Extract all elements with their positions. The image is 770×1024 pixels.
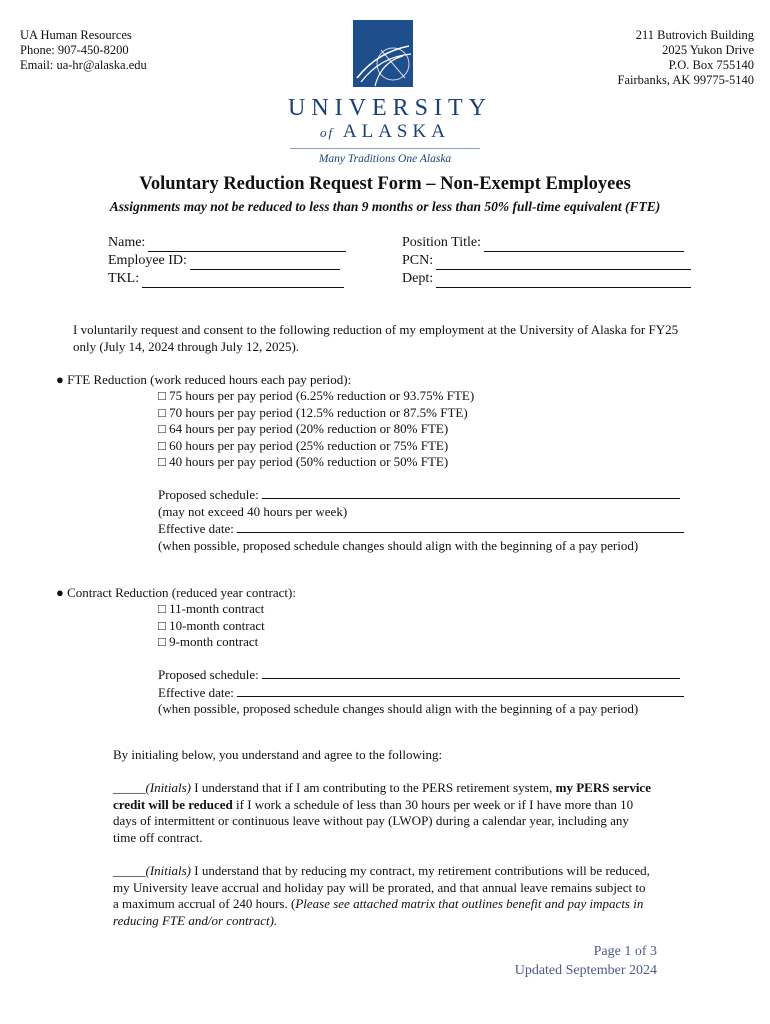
- employee-id-input-line[interactable]: [190, 256, 340, 270]
- contract-effective-date-line[interactable]: [237, 684, 684, 697]
- position-title-label: Position Title:: [402, 235, 481, 250]
- address-line: P.O. Box 755140: [668, 58, 754, 72]
- agreement-intro: By initialing below, you understand and agree to the following:: [113, 747, 443, 762]
- contract-align-note: (when possible, proposed schedule changes should align with the beginning of a pay period): [158, 701, 639, 716]
- fte-effective-date-field[interactable]: [158, 520, 684, 538]
- fte-effective-date-label: Effective date:: [158, 521, 234, 536]
- contract-proposed-schedule-field[interactable]: [158, 666, 684, 684]
- fte-option-70-hours[interactable]: □ 70 hours per pay period (12.5% reduction or 87.5% FTE): [158, 404, 468, 420]
- contract-reduction-heading: ● Contract Reduction (reduced year contract):: [56, 585, 296, 600]
- address-line: Fairbanks, AK 99775-5140: [617, 73, 754, 87]
- benefits-text-note: Please see attached matrix that outlines benefit and pay impacts in reducing FTE and/or contract).: [113, 896, 644, 928]
- contract-effective-date-label: Effective date:: [158, 684, 234, 700]
- wordmark-tagline: Many Traditions One Alaska: [318, 153, 452, 165]
- hr-contact-block: [20, 28, 147, 73]
- initials-blank[interactable]: _____: [113, 863, 146, 878]
- agreement-item-benefits: [113, 863, 653, 929]
- hr-department-name: UA Human Resources: [20, 28, 132, 42]
- name-input-line[interactable]: [148, 238, 346, 252]
- hr-email: Email: ua-hr@alaska.edu: [20, 58, 147, 72]
- pers-text-start: I understand that if I am contributing to the PERS retirement system,: [191, 780, 556, 795]
- pcn-input-line[interactable]: [436, 256, 691, 270]
- fte-proposed-schedule-field[interactable]: [158, 486, 684, 504]
- contract-option-10-month[interactable]: □ 10-month contract: [158, 617, 265, 633]
- tkl-field[interactable]: [108, 270, 346, 288]
- compass-lines-icon: [353, 20, 413, 87]
- employee-id-field[interactable]: [108, 252, 346, 270]
- initials-label: (Initials): [145, 780, 191, 795]
- fte-option-60-hours[interactable]: □ 60 hours per pay period (25% reduction or 75% FTE): [158, 437, 449, 453]
- wordmark-alaska: ALASKA: [342, 121, 450, 142]
- wordmark-university: UNIVERSITY: [288, 95, 492, 121]
- page-number: Page 1 of 3: [593, 944, 657, 959]
- fte-effective-date-line[interactable]: [237, 520, 684, 533]
- contract-options-list: [158, 601, 265, 651]
- contract-proposed-schedule-line[interactable]: [262, 666, 680, 679]
- employee-fields-left: [108, 234, 346, 288]
- fte-options-list: [158, 388, 474, 471]
- employee-id-label: Employee ID:: [108, 253, 187, 268]
- university-wordmark: [288, 95, 492, 168]
- initials-label: (Initials): [145, 863, 191, 878]
- contract-option-9-month[interactable]: □ 9-month contract: [158, 634, 259, 649]
- agreement-item-pers: [113, 780, 653, 846]
- fte-align-note: (when possible, proposed schedule changes should align with the beginning of a pay period): [158, 537, 639, 553]
- position-title-field[interactable]: [402, 234, 691, 252]
- pers-text-end: if I work a schedule of less than 30 hours per week or if I have more than 10 days of intermittent or continuous leave without pay (LWOP) during a calendar year, including any time off contract.: [113, 796, 634, 845]
- contract-option-11-month[interactable]: □ 11-month contract: [158, 601, 265, 616]
- hr-phone: Phone: 907-450-8200: [20, 43, 129, 57]
- tkl-input-line[interactable]: [142, 274, 344, 288]
- address-line: 211 Butrovich Building: [635, 28, 754, 42]
- form-subtitle: Assignments may not be reduced to less than 9 months or less than 50% full-time equivalent (FTE): [109, 199, 661, 214]
- mailing-address-block: [618, 28, 754, 88]
- name-label: Name:: [108, 235, 146, 250]
- tkl-label: TKL:: [108, 271, 140, 286]
- wordmark-of-alaska: [288, 121, 482, 144]
- fte-reduction-heading: ● FTE Reduction (work reduced hours each pay period):: [56, 372, 352, 387]
- contract-effective-date-field[interactable]: [158, 684, 684, 702]
- wordmark-of: of: [320, 125, 335, 140]
- fte-option-75-hours[interactable]: □ 75 hours per pay period (6.25% reduction or 93.75% FTE): [158, 388, 475, 403]
- form-title: Voluntary Reduction Request Form – Non-Exempt Employees: [139, 174, 631, 194]
- fte-schedule-block: [158, 486, 684, 554]
- university-logo-emblem: [353, 20, 413, 87]
- page-footer: [490, 942, 657, 980]
- fte-option-40-hours[interactable]: □ 40 hours per pay period (50% reduction or 50% FTE): [158, 454, 449, 469]
- dept-label: Dept:: [402, 271, 434, 286]
- benefits-text-start: I understand that by reducing my contract, my retirement contributions will be reduced, my University leave accrual and holiday pay will be prorated, and that annual leave remains subject to a maximum accrual of 240 hours. (: [113, 863, 650, 911]
- consent-paragraph: I voluntarily request and consent to the following reduction of my employment at the University of Alaska for FY25 only (July 14, 2024 through July 12, 2025).: [73, 322, 679, 354]
- fte-proposed-schedule-line[interactable]: [262, 486, 680, 499]
- wordmark-divider: [290, 148, 480, 149]
- address-line: 2025 Yukon Drive: [662, 43, 754, 57]
- position-title-input-line[interactable]: [484, 238, 684, 252]
- pers-text-emphasis: my PERS service credit will be reduced: [113, 780, 651, 812]
- initials-blank[interactable]: _____: [113, 780, 146, 795]
- fte-option-64-hours[interactable]: □ 64 hours per pay period (20% reduction or 80% FTE): [158, 421, 449, 436]
- fte-proposed-schedule-label: Proposed schedule:: [158, 487, 259, 502]
- contract-schedule-block: [158, 666, 684, 718]
- pcn-label: PCN:: [402, 253, 434, 268]
- dept-field[interactable]: [402, 270, 691, 288]
- dept-input-line[interactable]: [436, 274, 691, 288]
- name-field[interactable]: [108, 234, 346, 252]
- fte-proposed-note: (may not exceed 40 hours per week): [158, 503, 348, 519]
- employee-fields-right: [402, 234, 691, 288]
- contract-proposed-schedule-label: Proposed schedule:: [158, 667, 259, 682]
- pcn-field[interactable]: [402, 252, 691, 270]
- updated-date: Updated September 2024: [514, 963, 657, 978]
